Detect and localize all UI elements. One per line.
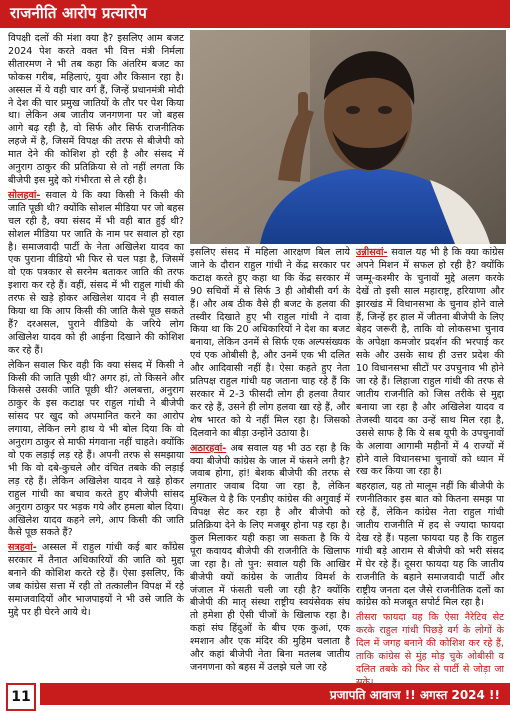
paragraph-text: अब सवाल यह भी उठ रहा है कि क्या बीजेपी कांग्रेस के जाल में फंसने लगी है? जवाब होगा, हां! बेशक बीजेपी की तरफ से लगातार जवाब दिया जा रहा है, लेकिन मुश्किल ये है कि एनडीए कांग्रेस की अगुवाई में विपक्ष सेट कर रहा है और बीजेपी को प्रतिक्रिया देने के लिए मजबूर होना पड़ रहा है। कुल मिलाकर यही कहा जा सकता है कि ये पूरा कवायद बीजेपी की राजनीति के खिलाफ जा रहा है। तो पुन: सवाल यही कि आखिर बीजेपी क्यों कांग्रेस के जातीय विमर्श के जंजाल में फंसती चली जा रही है? क्योंकि बीजेपी की मातृ संस्था राष्ट्रीय स्वयंसेवक संघ तो हमेशा ही ऐसी चीजों के खिलाफ रहा है। कहां संघ हिंदुओं के बीच एक कुआं, एक श्मशान और एक मंदिर की मुहिम चलाता है और कहां बीजेपी नेता बिना मतलब जातीय जनगणना को बहस में उलझे चले जा रहे (190, 442, 350, 673)
article-column-1 (8, 33, 184, 673)
section-title: राजनीति आरोप प्रत्यारोप (10, 4, 147, 22)
paragraph: विपक्षी दलों की मंशा क्या है? इसलिए आम बजट 2024 पेश करते वक्त भी वित्त मंत्री निर्मला सीतारमण ने भी तब कहा कि अंतरिम बजट का फोकस गरीब, महिलाएं, युवा और किसान रहा है। अस्सल में ये वही चार वर्ग हैं, जिन्हें प्रधानमंत्री मोदी ने देश की चार प्रमुख जातियों के तौर पर पेश किया था। लेकिन अब जातीय जनगणना पर जो बहस आगे बढ़ रही है, वो सिर्फ और सिर्फ राजनीतिक लहजे में है, जिसमें विपक्ष की तरफ से बीजेपी को मात देने की कोशिश हो रही है और संसद में अनुराग ठाकुर की प्रतिक्रिया से तो नहीं लगता कि बीजेपी इस मुद्दे को गंभीरता से ले रही है। (8, 33, 184, 186)
article-photo (190, 30, 506, 244)
paragraph (190, 443, 350, 675)
page-number: 11 (6, 683, 36, 711)
paragraph (356, 247, 504, 479)
paragraph (8, 542, 184, 619)
paragraph-text: सवाल यह भी है कि क्या कांग्रेस अपने मिशन में सफल हो रही है? क्योंकि जम्मू-कश्मीर के चुनावों मुद्दे अलग करके देखें तो इसी साल महाराष्ट्र, हरियाणा और झारखंड में विधानसभा के चुनाव होने वाले हैं, जिन्हें हर हाल में जीतना बीजेपी के लिए बेहद जरूरी है, ताकि वो लोकसभा चुनाव के अपेक्षा कमजोर प्रदर्शन की भरपाई कर सके और उसके साथ ही उत्तर प्रदेश की 10 विधानसभा सीटों पर उपचुनाव भी होने जा रहे हैं। लिहाजा राहुल गांधी की तरफ से जातीय राजनीति को जिस तरीके से मुद्दा बनाया जा रहा है और अखिलेश यादव व तेजस्वी यादव का उन्हें साथ मिल रहा है, उससे साफ है कि ये सब यूपी के उपचुनावों के अलावा आगामी महीनों में 4 राज्यों में होने वाले विधानसभा चुनावों को ध्यान में रख कर किया जा रहा है। (356, 247, 504, 478)
footer-bar (40, 683, 510, 705)
publication-name: प्रजापति आवाज !! अगस्त 2024 !! (329, 688, 500, 702)
paragraph: इसलिए संसद में महिला आरक्षण बिल लाये जाने के दौरान राहुल गांधी ने केंद्र सरकार पर कटाक्ष करते हुए कहा था कि केंद्र सरकार में 90 सचिवों में से सिर्फ 3 ही ओबीसी वर्ग के हैं। और अब ठीक वैसे ही बजट के हलवा की तस्वीर दिखाते हुए भी राहुल गांधी ने दावा किया था कि 20 अधिकारियों ने देश का बजट बनाया, लेकिन उनमें से सिर्फ एक अल्पसंख्यक एवं एक ओबीसी है, और उनमें एक भी दलित और आदिवासी नहीं है। ऐसा कहते हुए नेता प्रतिपक्ष राहुल गांधी यह जताना चाह रहे हैं कि सरकार में 2-3 फीसदी लोग ही हलवा तैयार कर रहे हैं, उसने ही लोग हलवा खा रहे हैं, और शेष भारत को ये नहीं मिल रहा है। जिसको दिलवाने का बीड़ा उन्होंने उठाया है। (190, 247, 350, 439)
section-lead: उन्नीसवां- (356, 247, 388, 258)
page-header (0, 0, 510, 28)
page-footer (0, 679, 510, 709)
section-lead: सोलहवां- (8, 189, 41, 201)
paragraph-text: अस्सल में राहुल गांधी कई बार कॉंग्रेस सरकार में तैनात अधिकारियों की जाति को मुद्दा बनाने की कोशिश करते रहे हैं। ऐसा इसलिए, कि जब कांग्रेस सत्ता में रही तो तत्कालीन विपक्ष में रहे समाजवादियों और भाजपाइयों ने भी उसे जाति के मुद्दे पर ही घेरने आये थे। (8, 542, 184, 618)
paragraph-text: सवाल ये कि क्या किसी ने किसी की जाति पूछी थी? क्योंकि सोशल मीडिया पर जो बहस चल रही है, क्या संसद में भी वही बात हुई थी? सोशल मीडिया पर जाति के नाम पर सवाल हो रहा है। समाजवादी पार्टी के नेता अखिलेश यादव का एक पुराना वीडियो भी फिर से चल पड़ा है, जिसमें वो एक पत्रकार से सरनेम बताकर जाति की तरफ इशारा कर रहे हैं। वहीं, संसद में भी राहुल गांधी की तरफ से खड़े होकर अखिलेश यादव ने ही सवाल किया था कि आप किसी की जाति कैसे पूछ सकते हैं? दरअसल, पुराने वीडियो के जरिये लोग अखिलेश यादव को ही आईना दिखाने की कोशिश कर रहे हैं। (8, 189, 184, 356)
paragraph (8, 190, 184, 358)
highlighted-paragraph: तीसरा फायदा यह कि ऐसा नैरेटिव सेट करके राहुल गांधी पिछड़े वर्ग के लोगों के दिल में जगह बनाने की कोशिश कर रहे हैं, ताकि कांग्रेस से मुंह मोड़ चुके ओबीसी व दलित तबके को फिर से पार्टी से जोड़ा जा (356, 612, 504, 675)
article-column-3 (356, 247, 504, 677)
paragraph: लेकिन सवाल फिर वही कि क्या संसद में किसी ने किसी की जाति पूछी थी? अगर हां, तो किसने और किससे उसकी जाति पूछी थी? अलबत्ता, अनुराग ठाकुर के इस कटाक्ष पर राहुल गांधी ने बीजेपी सांसद पर खुद को अपमानित करने का आरोप लगाया, लेकिन लगे हाथ ये भी बोल दिया कि वो अनुराग ठाकुर से माफी मंगवाना नहीं चाहते। क्योंकि वो एक लड़ाई लड़ रहे हैं। अपनी तरफ से समझाया भी कि वो दबे-कुचले और वंचित तबके की लड़ाई लड़ रहे हैं। लेकिन अखिलेश यादव ने खड़े होकर राहुल गांधी का बचाव करते हुए बीजेपी सांसद अनुराग ठाकुर पर भड़क गये और हमला बोल दिया। अखिलेश यादव कहने लगे, आप किसी की जाति कैसे पूछ सकते हैं? (8, 359, 184, 539)
article-column-2 (190, 247, 350, 677)
section-lead: अठारहवां- (190, 442, 227, 454)
paragraph: बहरहाल, यह तो मालूम नहीं कि बीजेपी के रणनीतिकार इस बात को कितना समझ पा रहे हैं, लेकिन कांग्रेस नेता राहुल गांधी जातीय राजनीति में हद से ज्यादा फायदा देख रहे हैं। पहला फायदा यह है कि राहुल गांधी बड़े आराम से बीजेपी को भरी संसद में घेर रहे हैं। दूसरा फायदा यह कि जातीय राजनीति के बहाने समाजवादी पार्टी और राष्ट्रीय जनता दल जैसे राजनीतिक दलों का कांग्रेस को मजबूत सपोर्ट मिल रहा है। (356, 481, 504, 609)
section-lead: सत्रहवां- (8, 542, 37, 554)
politician-photo (190, 30, 506, 244)
